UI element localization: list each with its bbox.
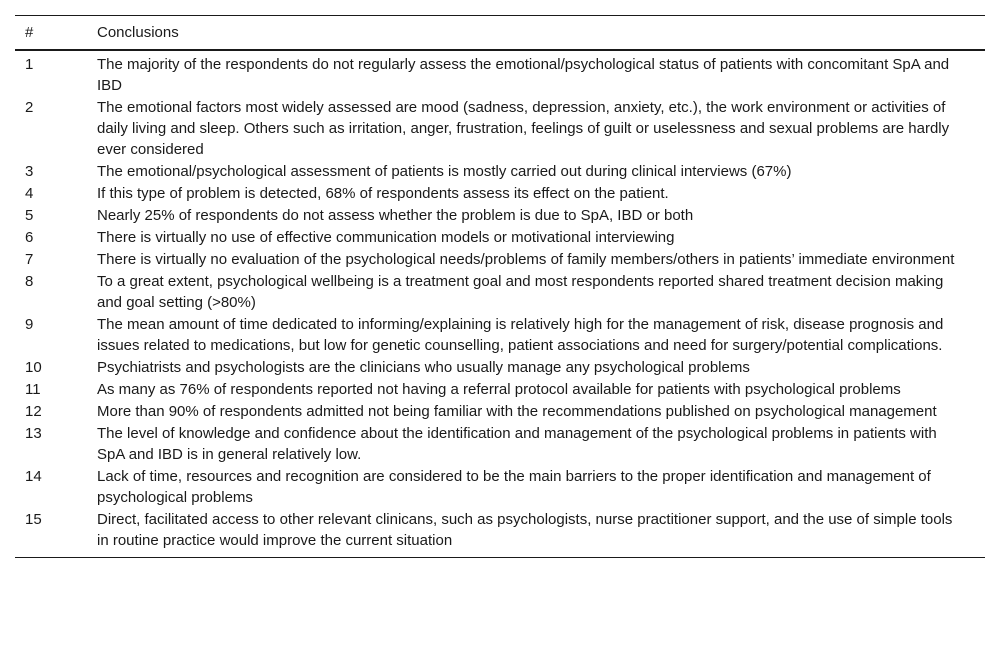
row-conclusion: There is virtually no evaluation of the psychological needs/problems of family members/others in patients’ immediate environment [97, 251, 955, 268]
table-row [15, 423, 985, 466]
header-number: # [25, 24, 34, 41]
row-number: 5 [25, 207, 34, 224]
row-number: 14 [25, 468, 42, 485]
conclusions-table-container [15, 15, 985, 558]
row-conclusion: More than 90% of respondents admitted not being familiar with the recommendations published on psychological management [97, 403, 937, 420]
row-number: 8 [25, 273, 34, 290]
table-row [15, 379, 985, 401]
row-number: 4 [25, 185, 34, 202]
row-number: 13 [25, 425, 42, 442]
row-number: 3 [25, 163, 34, 180]
table-bottom-rule [15, 557, 985, 558]
table-row [15, 183, 985, 205]
table-header [15, 16, 985, 51]
row-conclusion: The mean amount of time dedicated to informing/explaining is relatively high for the management of risk, disease prognosis and issues related to medications, but low for genetic counselling, patient associations and need for surgery/potential complications. [97, 316, 944, 354]
table-row [15, 50, 985, 97]
table-row [15, 161, 985, 183]
row-conclusion: The emotional factors most widely assessed are mood (sadness, depression, anxiety, etc.), the work environment or activities of daily living and sleep. Others such as irritation, anger, frustration, feelings of guilt or uselessness and sexual problems are hardly ever considered [97, 99, 950, 158]
table-row [15, 401, 985, 423]
table-row [15, 466, 985, 509]
row-conclusion: The emotional/psychological assessment of patients is mostly carried out during clinical interviews (67%) [97, 163, 792, 180]
row-number: 6 [25, 229, 34, 246]
table-row [15, 249, 985, 271]
row-number: 2 [25, 99, 34, 116]
table-row [15, 314, 985, 357]
table-row [15, 357, 985, 379]
table-row [15, 271, 985, 314]
row-number: 7 [25, 251, 34, 268]
table-row [15, 205, 985, 227]
table-row [15, 97, 985, 161]
header-row [15, 16, 985, 51]
table-row [15, 509, 985, 557]
row-number: 1 [25, 56, 34, 73]
row-number: 12 [25, 403, 42, 420]
row-number: 15 [25, 511, 42, 528]
row-conclusion: Direct, facilitated access to other relevant clinicans, such as psychologists, nurse practitioner support, and the use of simple tools in routine practice would improve the current situation [97, 511, 953, 549]
row-conclusion: To a great extent, psychological wellbeing is a treatment goal and most respondents reported shared treatment decision making and goal setting (>80%) [97, 273, 944, 311]
row-conclusion: Lack of time, resources and recognition are considered to be the main barriers to the proper identification and management of psychological problems [97, 468, 931, 506]
conclusions-table [15, 15, 985, 557]
table-row [15, 227, 985, 249]
row-conclusion: The majority of the respondents do not regularly assess the emotional/psychological status of patients with concomitant SpA and IBD [97, 56, 950, 94]
row-number: 9 [25, 316, 34, 333]
row-conclusion: Psychiatrists and psychologists are the clinicians who usually manage any psychological problems [97, 359, 750, 376]
row-conclusion: There is virtually no use of effective communication models or motivational interviewing [97, 229, 675, 246]
row-conclusion: Nearly 25% of respondents do not assess whether the problem is due to SpA, IBD or both [97, 207, 694, 224]
header-conclusions: Conclusions [97, 24, 179, 41]
row-conclusion: If this type of problem is detected, 68% of respondents assess its effect on the patient. [97, 185, 669, 202]
row-conclusion: As many as 76% of respondents reported not having a referral protocol available for patients with psychological problems [97, 381, 901, 398]
row-conclusion: The level of knowledge and confidence about the identification and management of the psychological problems in patients with SpA and IBD is in general relatively low. [97, 425, 937, 463]
row-number: 10 [25, 359, 42, 376]
table-body [15, 50, 985, 557]
row-number: 11 [25, 381, 41, 398]
